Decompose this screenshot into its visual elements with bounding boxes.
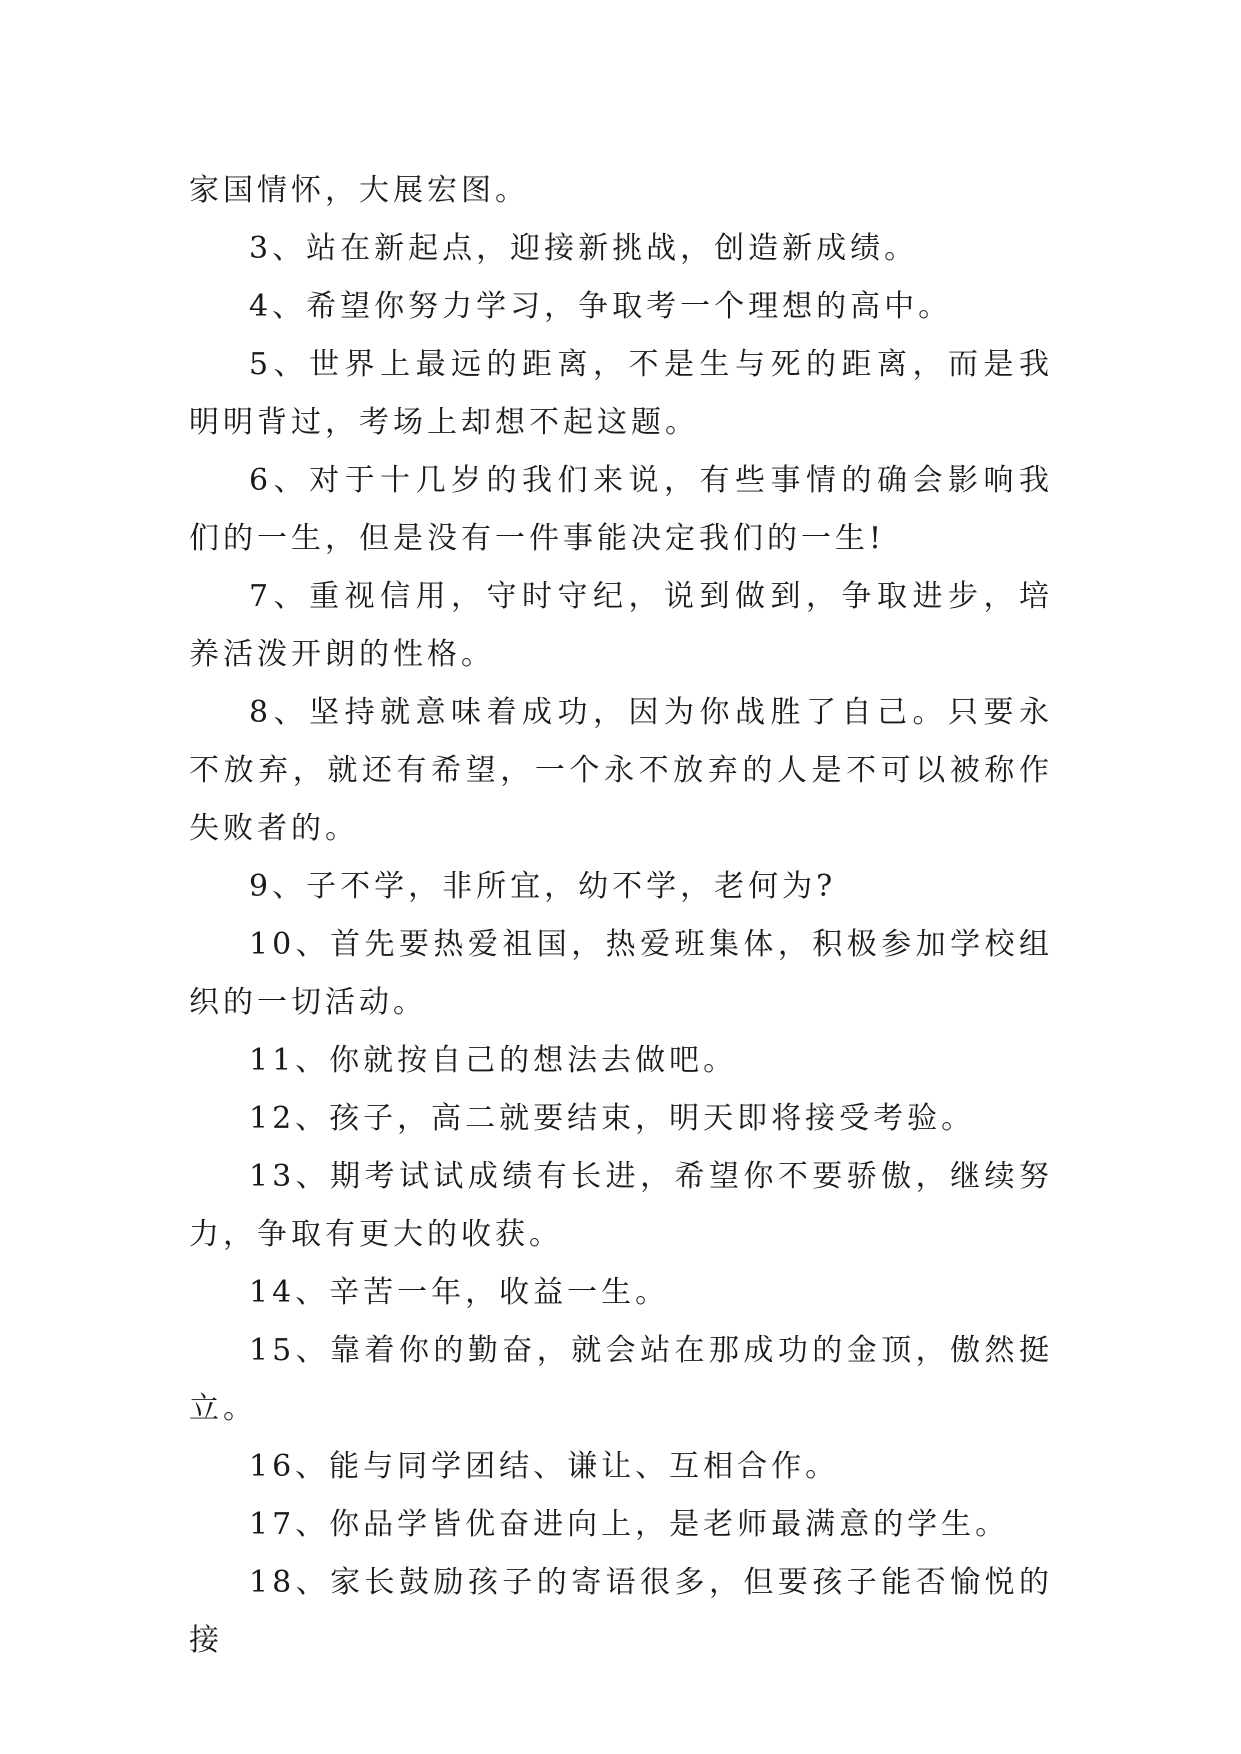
list-item-5: 5、世界上最远的距离，不是生与死的距离，而是我明明背过，考场上却想不起这题。 [189, 347, 1053, 440]
list-item-14: 14、辛苦一年，收益一生。 [249, 1275, 670, 1310]
list-item-12: 12、孩子，高二就要结束，明天即将接受考验。 [249, 1101, 976, 1136]
list-item-17: 17、你品学皆优奋进向上，是老师最满意的学生。 [249, 1507, 1010, 1542]
list-item-7: 7、重视信用，守时守纪，说到做到，争取进步，培养活泼开朗的性格。 [189, 579, 1053, 672]
list-item-6: 6、对于十几岁的我们来说，有些事情的确会影响我们的一生，但是没有一件事能决定我们的一生! [189, 463, 1053, 556]
list-item-13: 13、期考试试成绩有长进，希望你不要骄傲，继续努力，争取有更大的收获。 [189, 1159, 1053, 1252]
list-item-10: 10、首先要热爱祖国，热爱班集体，积极参加学校组织的一切活动。 [189, 927, 1053, 1020]
list-item-18: 18、家长鼓励孩子的寄语很多，但要孩子能否愉悦的接 [189, 1565, 1053, 1658]
list-item-9: 9、子不学，非所宜，幼不学，老何为? [249, 869, 837, 904]
list-item-11: 11、你就按自己的想法去做吧。 [249, 1043, 738, 1078]
continuation-paragraph: 家国情怀，大展宏图。 [189, 173, 529, 208]
list-item-15: 15、靠着你的勤奋，就会站在那成功的金顶，傲然挺立。 [189, 1333, 1053, 1426]
document-body [189, 162, 1053, 1670]
list-item-4: 4、希望你努力学习，争取考一个理想的高中。 [249, 289, 953, 324]
list-item-8: 8、坚持就意味着成功，因为你战胜了自己。只要永不放弃，就还有希望，一个永不放弃的人是不可以被称作失败者的。 [189, 695, 1053, 846]
list-item-3: 3、站在新起点，迎接新挑战，创造新成绩。 [249, 231, 919, 266]
list-item-16: 16、能与同学团结、谦让、互相合作。 [249, 1449, 840, 1484]
